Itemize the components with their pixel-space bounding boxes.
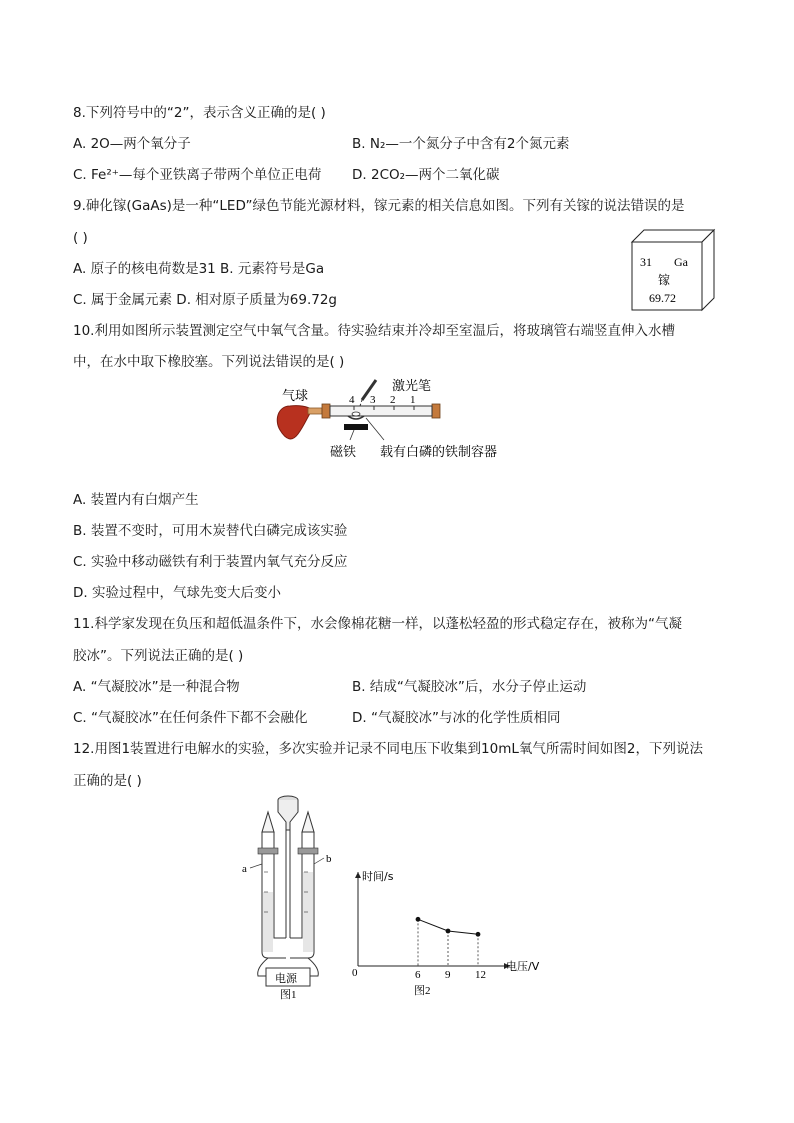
power-supply-label: 电源	[275, 972, 297, 985]
q10-option-c: C. 实验中移动磁铁有利于装置内氧气充分反应	[73, 554, 348, 570]
q9-options-ab: A. 原子的核电荷数是31 B. 元素符号是Ga	[73, 261, 325, 277]
tube-b-label: b	[326, 853, 332, 865]
element-name: 镓	[658, 273, 671, 287]
data-point-6	[416, 917, 421, 922]
x-tick-9: 9	[445, 969, 451, 981]
q10-apparatus-figure	[268, 372, 528, 464]
figure2-caption: 图2	[414, 985, 431, 997]
x-tick-6: 6	[415, 969, 421, 981]
q12-figure1-electrolysis	[238, 792, 338, 1002]
q11-option-a: A. “气凝胶冰”是一种混合物	[73, 679, 240, 695]
data-point-9	[446, 929, 451, 934]
q8-option-d: D. 2CO₂—两个二氧化碳	[352, 167, 500, 183]
element-mass: 69.72	[649, 291, 676, 305]
tube-mark-3: 3	[370, 394, 376, 406]
q10-option-a: A. 装置内有白烟产生	[73, 492, 199, 508]
q11-option-d: D. “气凝胶冰”与冰的化学性质相同	[352, 710, 561, 726]
q12-stem-line2: 正确的是( )	[73, 773, 142, 789]
laser-label: 激光笔	[392, 379, 432, 394]
q8-option-b: B. N₂—一个氮分子中含有2个氮元素	[352, 136, 570, 152]
q11-option-b: B. 结成“气凝胶冰”后，水分子停止运动	[352, 679, 587, 695]
q8-stem: 8.下列符号中的“2”，表示含义正确的是( )	[73, 105, 326, 121]
data-point-12	[476, 932, 481, 937]
q12-figure2-chart	[346, 868, 556, 1000]
q10-stem-line1: 10.利用如图所示装置测定空气中氧气含量。待实验结束并冷却至室温后，将玻璃管右端竖直伸入水槽	[73, 323, 675, 339]
element-number: 31	[640, 255, 652, 269]
q8-option-c: C. Fe²⁺—每个亚铁离子带两个单位正电荷	[73, 167, 322, 183]
origin-label: 0	[352, 967, 358, 979]
balloon-label: 气球	[282, 389, 309, 404]
balloon-shape	[277, 406, 312, 439]
y-axis-arrow	[355, 872, 361, 878]
container-label: 载有白磷的铁制容器	[380, 445, 498, 460]
q9-stem: 9.砷化镓(GaAs)是一种“LED”绿色节能光源材料，镓元素的相关信息如图。下列有关镓的说法错误的是	[73, 198, 685, 214]
tube-a-label: a	[242, 863, 247, 875]
magnet	[344, 424, 368, 430]
magnet-label: 磁铁	[330, 445, 357, 460]
tube-mark-1: 1	[410, 394, 416, 406]
tube-mark-2: 2	[390, 394, 396, 406]
q8-option-a: A. 2O—两个氧分子	[73, 136, 191, 152]
q9-options-cd: C. 属于金属元素 D. 相对原子质量为69.72g	[73, 292, 337, 308]
q11-stem-line1: 11.科学家发现在负压和超低温条件下，水会像棉花糖一样，以蓬松轻盈的形式稳定存在，被称为“气凝	[73, 616, 682, 632]
figure1-caption: 图1	[280, 989, 297, 1001]
q11-option-c: C. “气凝胶冰”在任何条件下都不会融化	[73, 710, 308, 726]
q10-option-b: B. 装置不变时，可用木炭替代白磷完成该实验	[73, 523, 348, 539]
q11-stem-line2: 胶冰”。下列说法正确的是( )	[73, 648, 244, 664]
q12-stem-line1: 12.用图1装置进行电解水的实验，多次实验并记录不同电压下收集到10mL氧气所需时间如图2，下列说法	[73, 741, 703, 757]
element-symbol: Ga	[674, 255, 688, 269]
gallium-element-card	[628, 228, 718, 312]
x-tick-12: 12	[475, 969, 486, 981]
y-axis-label: 时间/s	[362, 870, 394, 883]
x-axis-label: 电压/V	[506, 960, 540, 973]
q10-stem-line2: 中，在水中取下橡胶塞。下列说法错误的是( )	[73, 354, 345, 370]
q10-option-d: D. 实验过程中，气球先变大后变小	[73, 585, 281, 601]
q9-paren: ( )	[73, 230, 88, 246]
tube-mark-4: 4	[349, 394, 355, 406]
